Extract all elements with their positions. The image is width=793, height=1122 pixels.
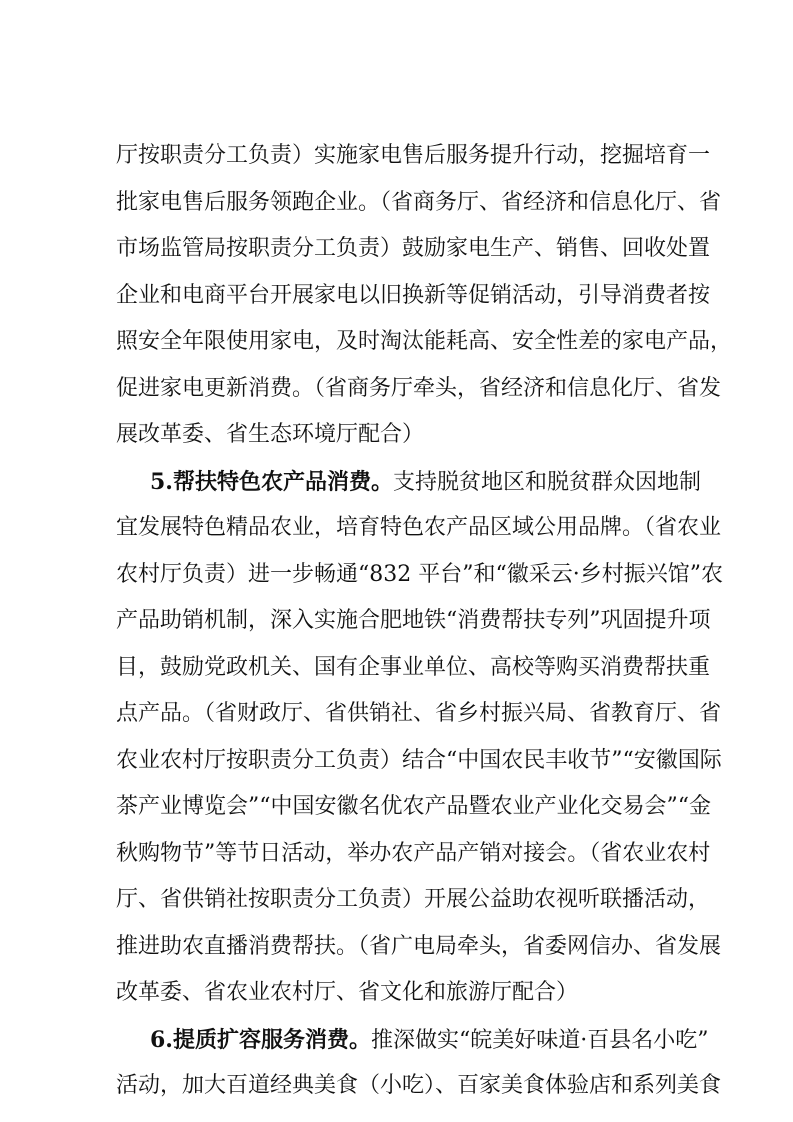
body-line: 改革委、省农业农村厅、省文化和旅游厅配合）	[116, 980, 579, 1005]
body-line: 宜发展特色精品农业，培育特色农产品区域公用品牌。（省农业	[116, 515, 722, 540]
section-heading-6: 6.提质扩容服务消费。	[150, 1027, 371, 1053]
body-line: 促进家电更新消费。（省商务厅牵头，省经济和信息化厅、省发	[116, 376, 722, 401]
body-line: 照安全年限使用家电，及时淘汰能耗高、安全性差的家电产品，	[116, 329, 733, 354]
body-line: 企业和电商平台开展家电以旧换新等促销活动，引导消费者按	[116, 283, 711, 308]
body-line: 农业农村厅按职责分工负责）结合“中国农民丰收节”“安徽国际	[116, 748, 722, 773]
body-line: 批家电售后服务领跑企业。（省商务厅、省经济和信息化厅、省	[116, 190, 722, 215]
body-line: 推进助农直播消费帮扶。（省广电局牵头，省委网信办、省发展	[116, 934, 722, 959]
body-line: 厅、省供销社按职责分工负责）开展公益助农视听联播活动，	[116, 887, 711, 912]
body-line: 点产品。（省财政厅、省供销社、省乡村振兴局、省教育厅、省	[116, 701, 722, 726]
section-heading-5: 5.帮扶特色农产品消费。	[150, 469, 393, 495]
body-line: 展改革委、省生态环境厅配合）	[116, 422, 425, 447]
body-line: 活动，加大百道经典美食（小吃）、百家美食体验店和系列美食	[116, 1073, 722, 1098]
body-line: 市场监管局按职责分工负责）鼓励家电生产、销售、回收处置	[116, 236, 711, 261]
body-line: 产品助销机制，深入实施合肥地铁“消费帮扶专列”巩固提升项	[116, 608, 711, 633]
body-text: 推深做实“皖美好味道·百县名小吃”	[370, 1028, 709, 1053]
paragraph-5-first-line	[150, 462, 701, 502]
body-line: 目，鼓励党政机关、国有企事业单位、高校等购买消费帮扶重	[116, 655, 711, 680]
body-line: 秋购物节”等节日活动，举办农产品产销对接会。（省农业农村	[116, 841, 711, 866]
body-line: 农村厅负责）进一步畅通“832 平台”和“徽采云·乡村振兴馆”农	[116, 562, 723, 587]
body-line: 茶产业博览会”“中国安徽名优农产品暨农业产业化交易会”“金	[116, 794, 711, 819]
paragraph-6-first-line	[150, 1020, 708, 1060]
body-text: 支持脱贫地区和脱贫群众因地制	[392, 470, 701, 495]
body-line: 厅按职责分工负责）实施家电售后服务提升行动，挖掘培育一	[116, 143, 711, 168]
